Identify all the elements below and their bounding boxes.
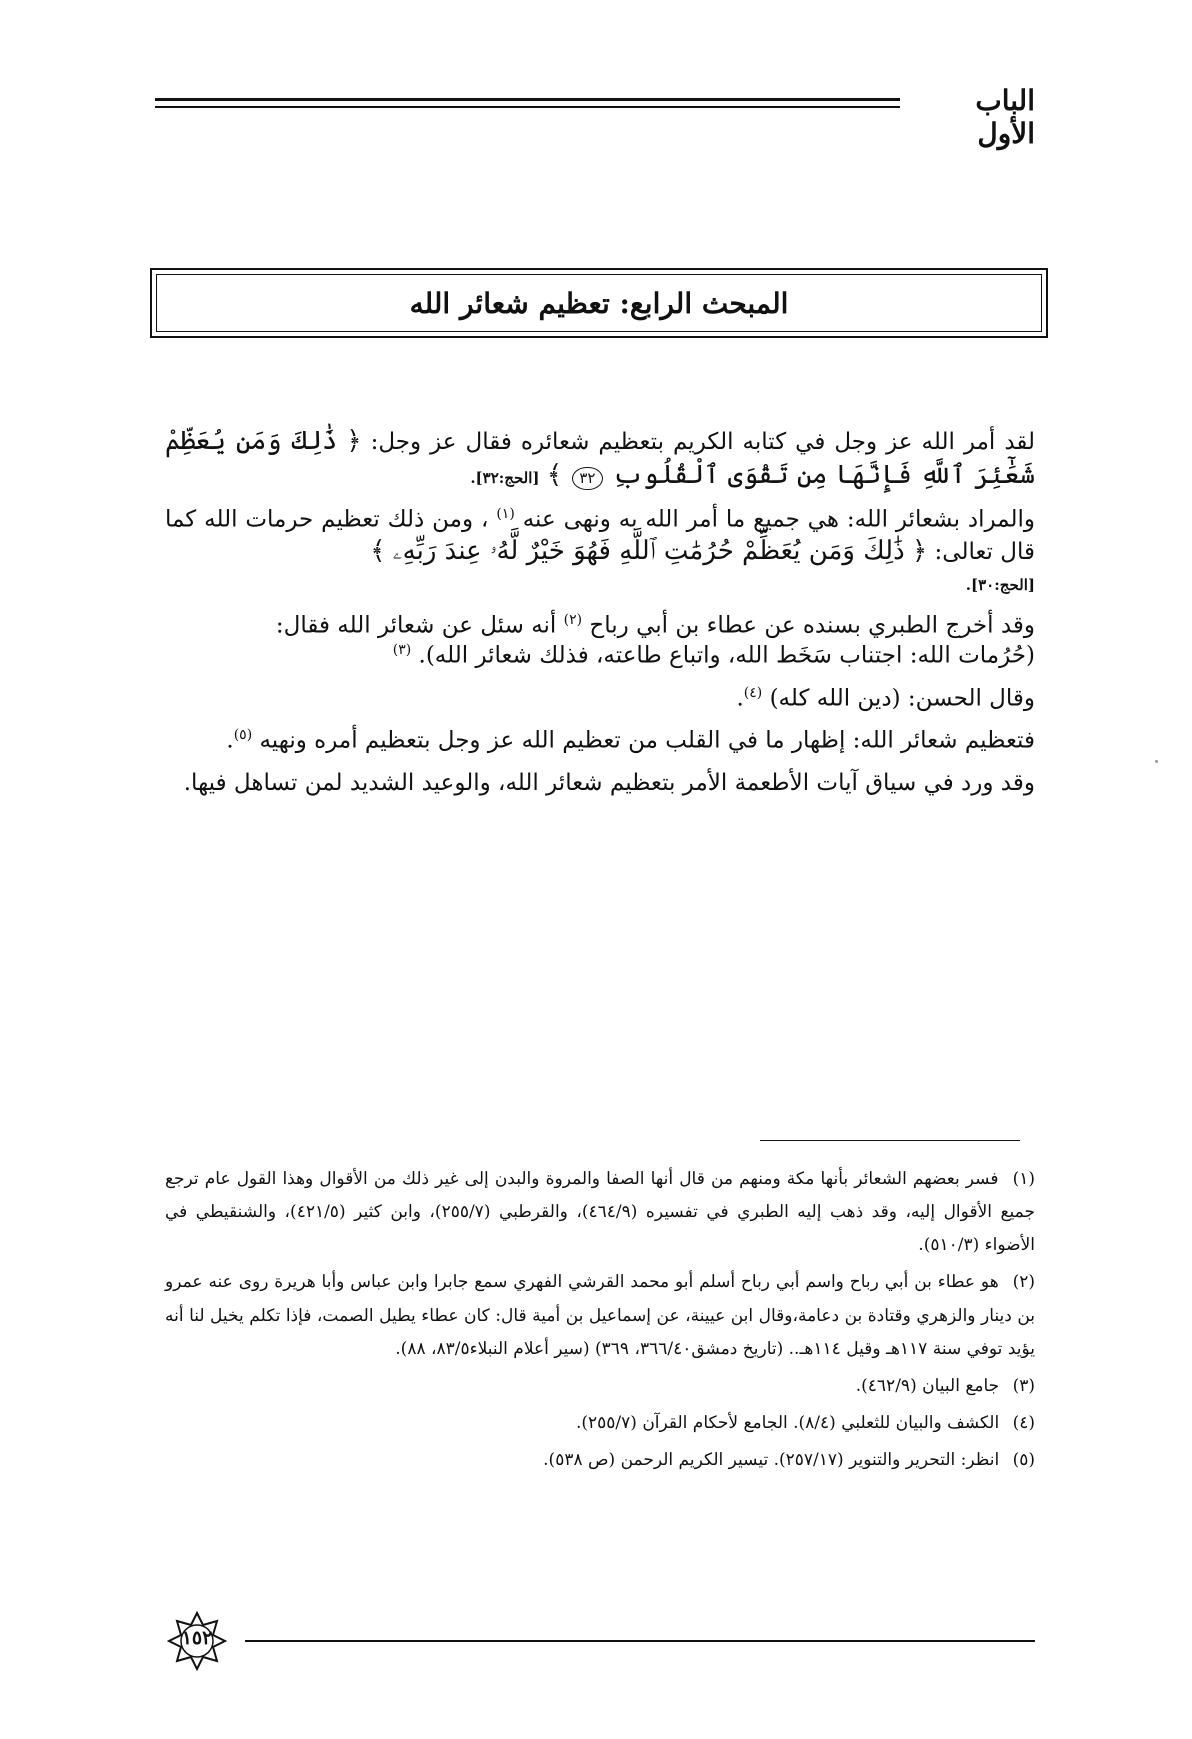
- page-number: ١٥٢: [181, 1627, 213, 1649]
- footnote-4: [165, 1407, 1035, 1440]
- section-title-box: [150, 268, 1048, 338]
- footnote-ref-2[interactable]: (٢): [563, 611, 583, 628]
- p1-brace-close: ﴾: [546, 459, 563, 490]
- margin-dot: [1155, 760, 1158, 763]
- paragraph-1: [165, 425, 1035, 493]
- page-header: [155, 84, 1035, 150]
- p1-text: لقد أمر الله عز وجل في كتابه الكريم بتعظيم شعائره فقال عز وجل:: [370, 429, 1036, 455]
- p6-text: فتعظيم شعائر الله: إظهار ما في القلب من تعظيم الله عز وجل بتعظيم أمره ونهيه: [259, 728, 1035, 755]
- p2-text-a: والمراد بشعائر الله: هي جميع ما أمر الله به ونهى عنه: [522, 506, 1035, 533]
- footnote-3: [165, 1370, 1035, 1403]
- section-title: المبحث الرابع: تعظيم شعائر الله: [409, 286, 789, 320]
- p6-end: .: [226, 728, 234, 755]
- header-rule: [155, 98, 900, 109]
- footnote-5: [165, 1444, 1035, 1477]
- footnote-1: [165, 1163, 1035, 1262]
- p4-quote: (حُرُمات الله: اجتناب سَخَط الله، واتباع طاعته، فذلك شعائر الله).: [418, 643, 1035, 670]
- p7-text: وقد ورد في سياق آيات الأطعمة الأمر بتعظيم شعائر الله، والوعيد الشديد لمن تساهل فيها.: [183, 770, 1035, 797]
- footnote-number: (٢): [1012, 1272, 1035, 1293]
- page-number-badge: [167, 1611, 227, 1671]
- p3-text-a: وقد أخرج الطبري بسنده عن عطاء بن أبي رباح: [589, 612, 1035, 639]
- paragraph-5: [165, 684, 1035, 715]
- paragraph-7: [165, 769, 1035, 799]
- footnote-text: فسر بعضهم الشعائر بأنها مكة ومنهم من قال أنها الصفا والمروة والبدن إلى غير ذلك من الأقوال وهذا القول عام ترجع جميع الأقوال إليه، وقد ذهب إليه الطبري في تفسيره (٤٦٤/٩)، والقرطبي (٢٥٥/٧)، وابن كثير (٤٢١/٥)، والشنقيطي في الأضواء (٥١٠/٣).: [165, 1169, 1036, 1256]
- footer-rule: [245, 1640, 1035, 1642]
- footnote-ref-4[interactable]: (٤): [743, 684, 763, 701]
- p1-ayah-number: ٣٢: [572, 467, 602, 491]
- paragraph-2: [165, 505, 1035, 599]
- footnote-ref-1[interactable]: (١): [496, 505, 515, 522]
- footnote-ref-5[interactable]: (٥): [233, 727, 253, 744]
- footnote-2: [165, 1266, 1035, 1365]
- p5-end: .: [736, 685, 744, 712]
- footnote-number: (١): [1012, 1169, 1036, 1189]
- p1-quran-verse: ذَٰلِكَ وَمَن يُعَظِّمْ شَعَٰٓئِرَ ٱللَّهِ فَإِنَّهَا مِن تَقْوَى ٱلْقُلُوبِ: [165, 426, 1035, 490]
- page-footer: [155, 1605, 1035, 1675]
- paragraph-6: [165, 726, 1035, 757]
- footnote-number: (٥): [1012, 1450, 1035, 1471]
- p2-brace-close: ﴾: [370, 536, 386, 567]
- p2-quran-verse: ذَٰلِكَ وَمَن يُعَظِّمْ حُرُمَٰتِ ٱللَّهِ فَهُوَ خَيْرٌ لَّهُۥ عِندَ رَبِّهِۦ: [392, 536, 905, 567]
- section-title-frame: [156, 274, 1042, 332]
- footnote-text: الكشف والبيان للثعلبي (٨/٤). الجامع لأحكام القرآن (٢٥٥/٧).: [575, 1412, 1000, 1433]
- p2-verse-reference: [الحج:٣٠].: [965, 575, 1035, 594]
- footnote-ref-3[interactable]: (٣): [392, 642, 412, 659]
- paragraph-3: [165, 611, 1035, 672]
- p2-text-b: ، ومن ذلك تعظيم حرمات الله كما قال تعالى:: [165, 506, 1035, 566]
- chapter-title: الباب الأول: [975, 84, 1035, 150]
- footnote-text: هو عطاء بن أبي رباح واسم أبي رباح أسلم أبو محمد القرشي الفهري سمع جابرا وابن عباس وأبا هريرة روى عنه عمرو بن دينار والزهري وقتادة بن دعامة،وقال ابن عيينة، عن إسماعيل بن أمية قال: كان عطاء يطيل الصمت، فإذا تكلم يخيل لنا أنه يؤيد توفي سنة ١١٧هـ وقيل ١١٤هـ.. (تاريخ دمشق٣٦٦/٤٠، ٣٦٩) (سير أعلام النبلاء٨٣/٥، ٨٨).: [165, 1272, 1035, 1359]
- footnote-number: (٣): [1012, 1375, 1035, 1396]
- p5-text: وقال الحسن: (دين الله كله): [769, 685, 1035, 712]
- main-text: [165, 425, 1035, 811]
- p1-brace-open: ﴿: [346, 426, 362, 456]
- footnotes: [165, 1163, 1035, 1481]
- footnote-separator: [760, 1140, 1020, 1141]
- p2-brace-open: ﴿: [911, 536, 928, 567]
- footnote-text: جامع البيان (٤٦٢/٩).: [855, 1375, 1000, 1396]
- footnote-text: انظر: التحرير والتنوير (٢٥٧/١٧). تيسير الكريم الرحمن (ص ٥٣٨).: [543, 1450, 1000, 1471]
- p1-verse-reference: [الحج:٣٢].: [470, 468, 540, 487]
- footnote-number: (٤): [1012, 1412, 1035, 1433]
- p3-text-b: أنه سئل عن شعائر الله فقال:: [275, 612, 557, 639]
